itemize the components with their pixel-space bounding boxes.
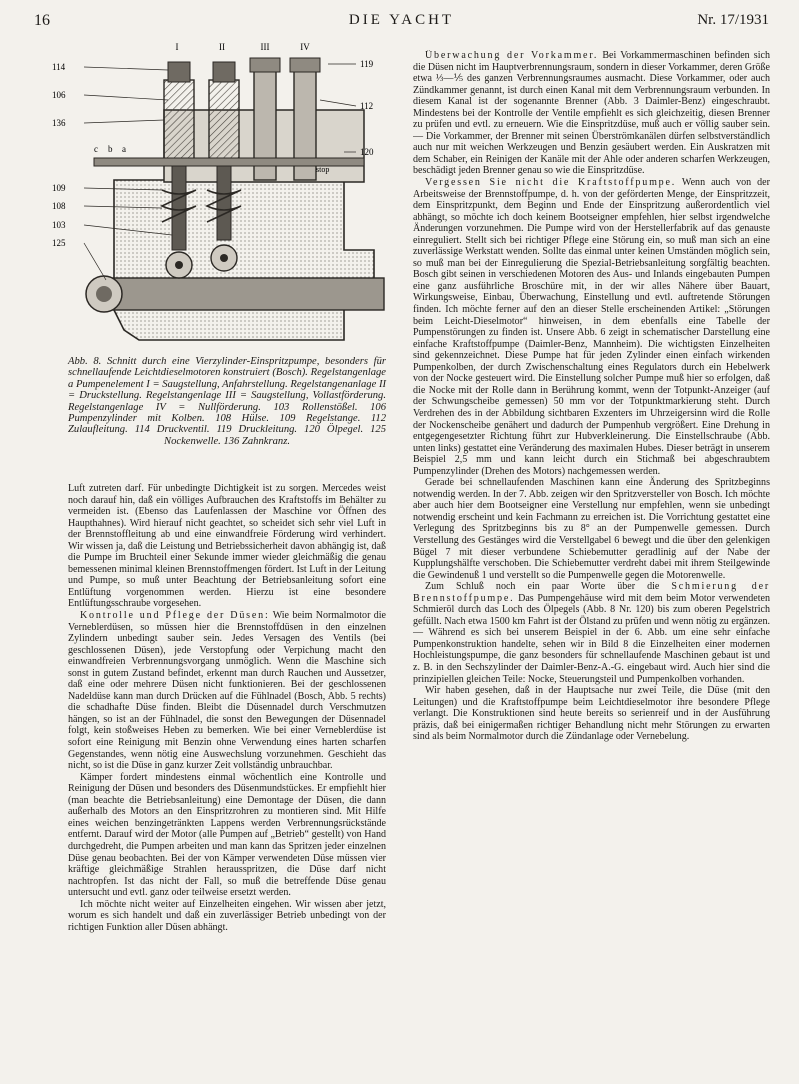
paragraph-text: Zum Schluß noch ein paar Worte über die — [425, 581, 672, 593]
paragraph: Gerade bei schnellaufenden Maschinen kann eine Änderung des Spritzbeginns notwendig werden. In der 7. Abb. zeigen wir den Spritzversteller von Bosch. Ich möchte aber auch hier dem Bootseigner eine Verstellung nur empfehlen, wenn sie unbedingt notwendig erscheint und kein Fachmann zu erreichen ist. Die Vorrichtung gestattet eine Verlegung des Spritzbeginns bis zu 8° an der Pumpenwelle gemessen. Durch Verstellung des Gestänges wird die Verstellgabel 6 bewegt und die über den gelenkigen Bügel 7 mit dieser verbundene Schiebemutter geradlinig auf der Nabe der Kupplungshälfte verschoben. Die Schiebemutter verdreht dabei mit ihrem Steilgewinde die Gewindenuß 1 und verstellt so die Pumpenwelle gegen die Motorenwelle. — [413, 477, 770, 581]
callout-label: 119 — [360, 59, 374, 69]
callout-label: 108 — [52, 201, 66, 211]
callout-label: 114 — [52, 62, 66, 72]
paragraph — [68, 610, 386, 772]
position-letter: a — [122, 144, 126, 154]
callout-label: 109 — [52, 183, 66, 193]
caption-text: Abb. 8. Schnitt durch eine Vierzylinder-Einspritzpumpe, besonders für schnellaufende Leichtdieselmotoren konstruiert (Bosch). Regelstangenlage a Pumpenelement I = Saugstellung, Anfahrstellung. Regelstangenanlage II = Druckstellung. Regelstangenlage III = Saugstellung, Vollastförderung. Regelstangenlage IV = Nullförderung. 103 Rollenstößel. 106 Pumpenzylinder mit Kolben. 108 Hülse. 109 Regelstange. 112 Zulaufleitung. 114 Druckventil. 119 Druckleitung. 120 Ölpegel. 125 Nockenwelle. 136 Zahnkranz. — [68, 356, 386, 447]
cylinder-label: IV — [300, 42, 310, 52]
stop-label: stop — [316, 165, 330, 174]
pump-cross-section-figure — [44, 40, 390, 352]
position-letter: b — [108, 144, 113, 154]
cylinder-label: II — [219, 42, 225, 52]
paragraph — [413, 581, 770, 685]
issue-number: Nr. 17/1931 — [697, 12, 769, 28]
paragraph: Wir haben gesehen, daß in der Hauptsache nur zwei Teile, die Düse (mit den Leitungen) und die Kraftstoffpumpe beim Leichtdieselmotor ihre besondere Pflege verlangt. Die Konstruktionen sind heute bereits so serienreif und in der Ausführung präzis, daß bei einigermaßen richtiger Behandlung nicht mehr Störungen zu erwarten sind als beim Normalmotor durch die Zündanlage oder Vernebelung. — [413, 685, 770, 743]
callout-label: 136 — [52, 118, 66, 128]
paragraph-text: Bei Vorkammermaschinen befinden sich die Düsen nicht im Hauptverbrennungsraum, sondern in dieser Vorkammer, deren Größe etwa ⅓—⅕ des ganzen Verbrennungsraumes ausmacht. Diese Vorkammer, oder auch Zündkammer genannt, ist durch einen Kanal mit dem Verbrennungsraum verbunden. In diesem Kanal ist der sogenannte Brenner (Abb. 3 Daimler-Benz) eingeschraubt. Mindestens bei der Kontrolle der Ventile empfiehlt es sich gleichzeitig, diesen Brenner zu prüfen und evtl. zu erneuern. Wie die Einspritzdüse, muß auch er völlig sauber sein. — Die Vorkammer, der Brenner mit seinen Überströmkanälen dürfen selbstverständlich auch nur mit weichen Werkzeugen und Benzin gesäubert werden. Ein Auskratzen mit dem Schaber, ein Reinigen der Kanäle mit der Ahle oder anderen scharfen Werkzeugen, beschädigt jeden Brenner genau so wie die Einspritzdüse. — [413, 50, 770, 177]
callout-label: 103 — [52, 220, 66, 230]
section-heading: Schmierung der Brennstoffpumpe. — [413, 581, 770, 604]
paragraph: Luft zutreten darf. Für unbedingte Dichtigkeit ist zu sorgen. Mercedes weist noch darauf hin, daß ein völliges Aufbrauchen des Kraftstoffs im Behälter zu vermeiden ist. (Ebenso das Laufenlassen der Maschine vor Öffnen des Haupthahnes). Wird hierauf nicht geachtet, so scheidet sich sehr viel Luft in der Brennstoffleitung ab und eine einwandfreie Förderung wird verhindert. Wir wissen ja, daß die Leistung und Betriebssicherheit davon abhängig ist, daß die Pumpe im Bruchteil einer Sekunde immer wieder gleichmäßig die genau bemessenen minimal kleinen Brennstoffmengen fördert. Ist Luft in der Leitung und Pumpe, so muß unter Beachtung der Betriebsanleitung sofort eine Entlüftung vorgenommen werden. Hierzu ist eine besondere Entlüftungsschraube vorgesehen. — [68, 483, 386, 610]
position-letter: c — [94, 144, 98, 154]
figure-caption — [68, 356, 386, 447]
page-header — [34, 10, 769, 34]
callout-label: 106 — [52, 90, 66, 100]
cylinder-label: III — [260, 42, 270, 52]
paragraph: Ich möchte nicht weiter auf Einzelheiten eingehen. Wir wissen aber jetzt, worum es sich handelt und daß ein zuverlässiger Betrieb unbedingt von der richtigen Funktion aller Düsen abhängt. — [68, 898, 386, 933]
paragraph — [413, 50, 770, 177]
section-heading: Überwachung der Vorkammer. — [425, 50, 599, 61]
section-heading: Vergessen Sie nicht die Kraftstoffpumpe. — [425, 177, 677, 189]
left-column — [68, 483, 386, 1075]
paragraph-text: Wie beim Normalmotor die Verneblerdüsen, so müssen hier die Brennstoffdüsen in den einzelnen Zylindern unbedingt sauber sein. Jedes Versagen des Ventils (bei geschlossenen Düsen), jede Verstopfung oder Verpichung macht den einwandfreien Verbrennungsvorgang unmöglich. Wenn die Maschine sich sonst in gutem Zustand befindet, erkennt man durch Rauchen und Aussetzer, daß eine oder mehrere Düsen nicht funktionieren. Bei der geschlossenen Nadeldüse kann man durch Drücken auf die Fühlnadel (Bosch, Abb. 5 rechts) die schadhafte Düse finden. Bleibt die Düsennadel durch Verschmutzen hängen, so ist an der Fühlnadel, die sonst den Bewegungen der Düsennadel folgt, kein stoßweises Heben zu bemerken. Wie bei einer Verneblerdüse ist sofort eine Reinigung mit Benzin ohne Verwendung eines harten scharfen Gegenstandes, wenn nötig eine Auswechslung vorzunehmen. Geschieht das nicht, so ist die Düse in ganz kurzer Zeit vollständig unbrauchbar. — [68, 610, 386, 772]
paragraph: Kämper fordert mindestens einmal wöchentlich eine Kontrolle und Reinigung der Düsen und besonders des Düsenmundstückes. Er empfiehlt hier (man beachte die Betriebsanleitung) eine Demontage der Düsen, die dann außerhalb des Motors an den Einspritzrohren zu montieren sind. Mit Hilfe eines weichen benzingetränkten Lappens werden Verbrennungsrückstände entfernt. Darauf wird der Motor (alle Pumpen auf „Betrieb“ gestellt) von Hand durchgedreht, die Pumpen arbeiten und man kann das Spritzen jeder einzelnen Düse genau beobachten. Bei der von Kämper verwendeten Düse müssen vier kräftige gleichmäßige Strahlen herausspritzen, die Düse darf nicht nachtropfen. Ist das nicht der Fall, so muß die betreffende Düse genau untersucht und evtl. ganz oder teilweise ersetzt werden. — [68, 771, 386, 899]
page-number: 16 — [34, 12, 50, 29]
magazine-title: DIE YACHT — [348, 12, 455, 28]
callout-label: 112 — [360, 101, 374, 111]
right-column — [413, 50, 770, 1080]
callout-label: 125 — [52, 238, 66, 248]
paragraph-text: Das Pumpengehäuse wird mit dem beim Motor verwendeten Schmieröl durch das Loch des Ölpegels (Abb. 8 Nr. 120) bis zum oberen Pegelstrich gefüllt. Nach etwa 1500 km Fahrt ist der Ölstand zu prüfen und wenn nötig zu ergänzen. — Während es sich bei unserem Beispiel in der 6. Abb. um eine sehr einfache Pumpenkonstruktion handelte, sehen wir in Bild 8 die Einzelheiten einer modernen Hochleistungspumpe, die ganz besonders für schnellaufende Maschinen gebaut ist und z. B. in den Sechszylinder der Daimler-Benz-A.-G. eingebaut wird. Auch hier sind die prinzipiellen gleichen Teile: Nocke, Steuerungsteil und Pumpenkolben vorhanden. — [413, 592, 770, 685]
paragraph — [413, 177, 770, 477]
section-heading: Kontrolle und Pflege der Düsen: — [80, 610, 270, 622]
callout-label: 120 — [360, 147, 374, 157]
paragraph-text: Wenn auch von der Arbeitsweise der Brennstoffpumpe, d. h. von der geförderten Menge, der Einspritzzeit, dem Einspritzpunkt, dem Beginn und Ende der Einspritzung außerordentlich viel abhängt, so möchte ich doch keinem Bootseigner empfehlen, hier selbst irgendwelche Änderungen vorzunehmen. Die Pumpe wird von der Herstellerfabrik auf das genauste einreguliert. Stellt sich bei richtiger Pflege eine Störung ein, so muß man sich an eine zuverlässige Werkstatt wenden. Sollte das einmal unter keinen Umständen möglich sein, so muß man bei der Einregulierung die Spezial-Betriebsanleitung sorgfältig beachten. Bosch gibt seinen in verschiedenen Motoren des Aus- und Inlands eingebauten Pumpen eine ganz ausführliche Broschüre mit, in der wir alles Nähere über Bauart, Wirkungsweise, Einbau, Überwachung, Einstellung und evtl. auftretende Störungen finden. Ich möchte ferner auf den an dieser Stelle erscheinenden Artikel: „Störungen beim Leicht-Dieselmotor“ hinweisen, in dem ebenfalls eine Tabelle der Pumpenstörungen zu finden ist. Unsere Abb. 6 zeigt in schematischer Darstellung eine einfache Kraftstoffpumpe (Daimler-Benz, Mannheim). Die wichtigsten Einzelheiten sind gekennzeichnet. Diese Pumpe hat für jeden Zylinder einen einfach wirkenden Pumpenkolben, der durch Zwischenschaltung eines Regulators durch ein Hebelwerk von der Nocke gesteuert wird. Die Einstellung solcher Pumpe muß hier so erfolgen, daß die Nocke mit der Rolle dann in Berührung kommt, wenn der Totpunkt-Anzeiger (auf der Schwungscheibe gemessen) 50 mm vor der Totpunktmarkierung steht. Durch Verdrehen des in der Abbildung sichtbaren Exzenters im Uhrzeigersinn wird die Rolle der Nockenscheibe genähert und dadurch der Pumpenhub vergrößert. Eine Drehung in entgegengesetzter Richtung führt zur Hubverkleinerung. Die Einstellschraube (Abb. unten links) gestattet eine Veränderung des maximalen Hubes. Dieser beträgt in unserem Beispiel 2,5 mm und kann leicht durch ein Stichmaß bei abgeschraubtem Pumpenzylinder (Drehen des Motors) nachgemessen werden. — [413, 177, 770, 477]
cylinder-label: I — [175, 42, 179, 52]
